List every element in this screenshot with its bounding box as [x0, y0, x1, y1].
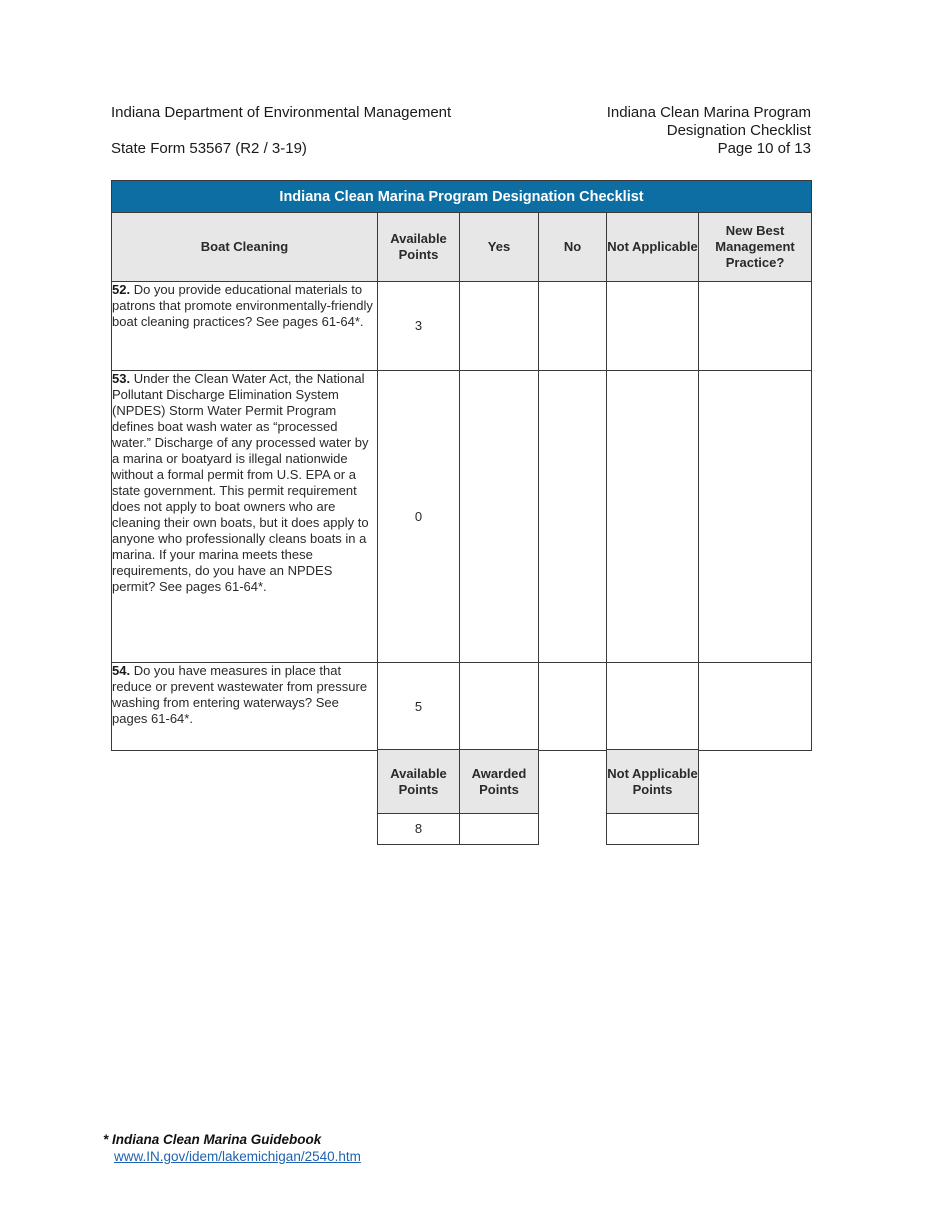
- yes-cell[interactable]: [460, 371, 539, 663]
- new-bmp-cell[interactable]: [699, 371, 812, 663]
- footnote: [103, 1131, 361, 1165]
- question-53: [112, 371, 378, 663]
- totals-gap: [539, 750, 607, 814]
- question-number: 52.: [112, 282, 131, 297]
- available-points-cell: 3: [378, 282, 460, 371]
- question-text: Do you have measures in place that reduce or prevent wastewater from pressure washing from entering waterways? See pages 61-64*.: [112, 663, 368, 726]
- question-text: Do you provide educational materials to patrons that promote environmentally-friendly boat cleaning practices? See pages 61-64*.: [112, 282, 373, 329]
- yes-header: Yes: [460, 213, 539, 282]
- not-applicable-cell[interactable]: [607, 663, 699, 751]
- no-cell[interactable]: [539, 282, 607, 371]
- not-applicable-cell[interactable]: [607, 282, 699, 371]
- yes-cell[interactable]: [460, 663, 539, 751]
- guidebook-link[interactable]: www.IN.gov/idem/lakemichigan/2540.htm: [114, 1149, 361, 1164]
- question-number: 53.: [112, 371, 131, 386]
- total-not-applicable-header: Not Applicable Points: [607, 750, 699, 814]
- table-title: Indiana Clean Marina Program Designation Checklist: [112, 181, 812, 213]
- header-left: [111, 104, 451, 158]
- table-title-row: [112, 181, 812, 213]
- question-text: Under the Clean Water Act, the National Pollutant Discharge Elimination System (NPDES) Storm Water Permit Program defines boat wash water as “processed water.” Discharge of any processed water by a marina or boatyard is illegal nationwide without a formal permit from U.S. EPA or a state government. This permit requirement does not apply to boat owners who are cleaning their own boats, but it does apply to anyone who professionally cleans boats in a marina. If your marina meets these requirements, do you have an NPDES permit? See pages 61-64*.: [112, 371, 369, 594]
- page-number: Page 10 of 13: [717, 140, 811, 157]
- totals-table: [377, 749, 699, 845]
- checklist-table: [111, 180, 812, 751]
- total-awarded-value[interactable]: [460, 814, 539, 845]
- document-title: Designation Checklist: [666, 122, 811, 139]
- agency-name: Indiana Department of Environmental Management: [111, 104, 452, 121]
- table-row: [112, 371, 812, 663]
- totals-header-row: [378, 750, 699, 814]
- available-points-header: Available Points: [378, 213, 460, 282]
- available-points-cell: 5: [378, 663, 460, 751]
- question-52: [112, 282, 378, 371]
- total-not-applicable-value[interactable]: [607, 814, 699, 845]
- total-available-value: 8: [378, 814, 460, 845]
- no-cell[interactable]: [539, 371, 607, 663]
- program-name: Indiana Clean Marina Program: [606, 104, 811, 121]
- new-bmp-cell[interactable]: [699, 282, 812, 371]
- header-right: [607, 104, 811, 158]
- total-awarded-header: Awarded Points: [460, 750, 539, 814]
- yes-cell[interactable]: [460, 282, 539, 371]
- not-applicable-header: Not Applicable: [607, 213, 699, 282]
- no-header: No: [539, 213, 607, 282]
- new-bmp-cell[interactable]: [699, 663, 812, 751]
- guidebook-reference: * Indiana Clean Marina Guidebook: [103, 1132, 322, 1147]
- section-header: Boat Cleaning: [112, 213, 378, 282]
- totals-gap: [539, 814, 607, 845]
- table-row: [112, 282, 812, 371]
- column-header-row: [112, 213, 812, 282]
- table-row: [112, 663, 812, 751]
- not-applicable-cell[interactable]: [607, 371, 699, 663]
- form-number: State Form 53567 (R2 / 3-19): [111, 140, 307, 157]
- total-available-header: Available Points: [378, 750, 460, 814]
- question-number: 54.: [112, 663, 131, 678]
- question-54: [112, 663, 378, 751]
- no-cell[interactable]: [539, 663, 607, 751]
- totals-value-row: [378, 814, 699, 845]
- available-points-cell: 0: [378, 371, 460, 663]
- new-bmp-header: New Best Management Practice?: [699, 213, 812, 282]
